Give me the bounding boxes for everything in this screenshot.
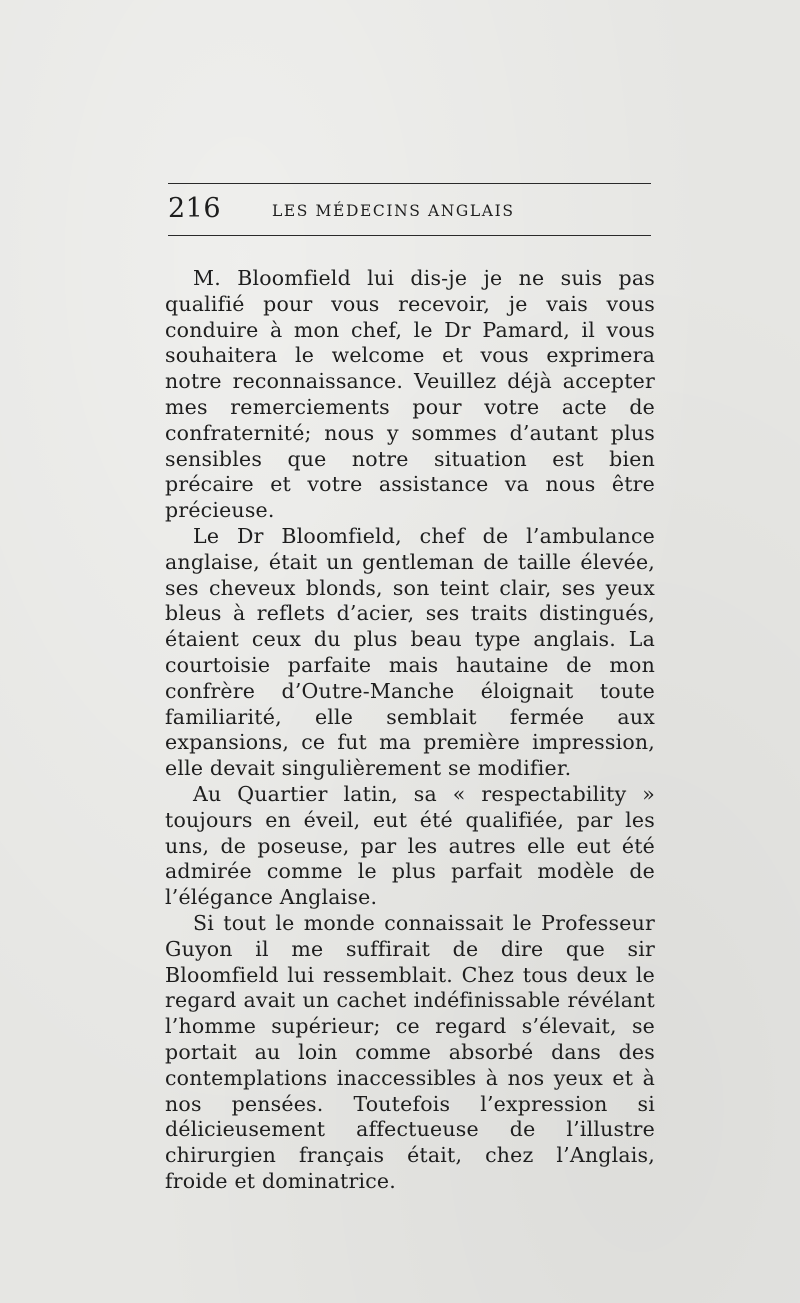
paragraph-3: Au Quartier latin, sa « respectability » toujours en éveil, eut été qualifiée, par les uns, de poseuse, par les autres elle eut été admirée comme le plus parfait modèle de l’élégance Anglaise.: [165, 781, 655, 910]
page-header: [168, 183, 651, 239]
running-title: LES MÉDECINS ANGLAIS: [272, 202, 515, 220]
paragraph-4: Si tout le monde connaissait le Professeur Guyon il me suffirait de dire que sir Bloomfield lui ressemblait. Chez tous deux le regard avait un cachet indéfinissable révélant l’homme supérieur; ce regard s’élevait, se portait au loin comme absorbé dans des contemplations inaccessibles à nos yeux et à nos pensées. Toutefois l’expression si délicieusement affectueuse de l’illustre chirurgien français était, chez l’Anglais, froide et dominatrice.: [165, 910, 655, 1193]
header-rule-bottom: [168, 235, 651, 236]
paragraph-2: Le Dr Bloomfield, chef de l’ambulance anglaise, était un gentleman de taille élevée, ses cheveux blonds, son teint clair, ses yeux bleus à reflets d’acier, ses traits distingués, étaient ceux du plus beau type anglais. La courtoisie parfaite mais hautaine de mon confrère d’Outre-Manche éloignait toute familiarité, elle semblait fermée aux expansions, ce fut ma première impression, elle devait singulièrement se modifier.: [165, 523, 655, 781]
page-number: 216: [168, 193, 222, 224]
body-text: [165, 266, 655, 1195]
header-rule-top: [168, 183, 651, 184]
paragraph-1: M. Bloomfield lui dis-je je ne suis pas qualifié pour vous recevoir, je vais vous conduire à mon chef, le Dr Pamard, il vous souhaitera le welcome et vous exprimera notre reconnaissance. Veuillez déjà accepter mes remerciements pour votre acte de confraternité; nous y sommes d’autant plus sensibles que notre situation est bien précaire et votre assistance va nous être précieuse.: [165, 266, 655, 523]
